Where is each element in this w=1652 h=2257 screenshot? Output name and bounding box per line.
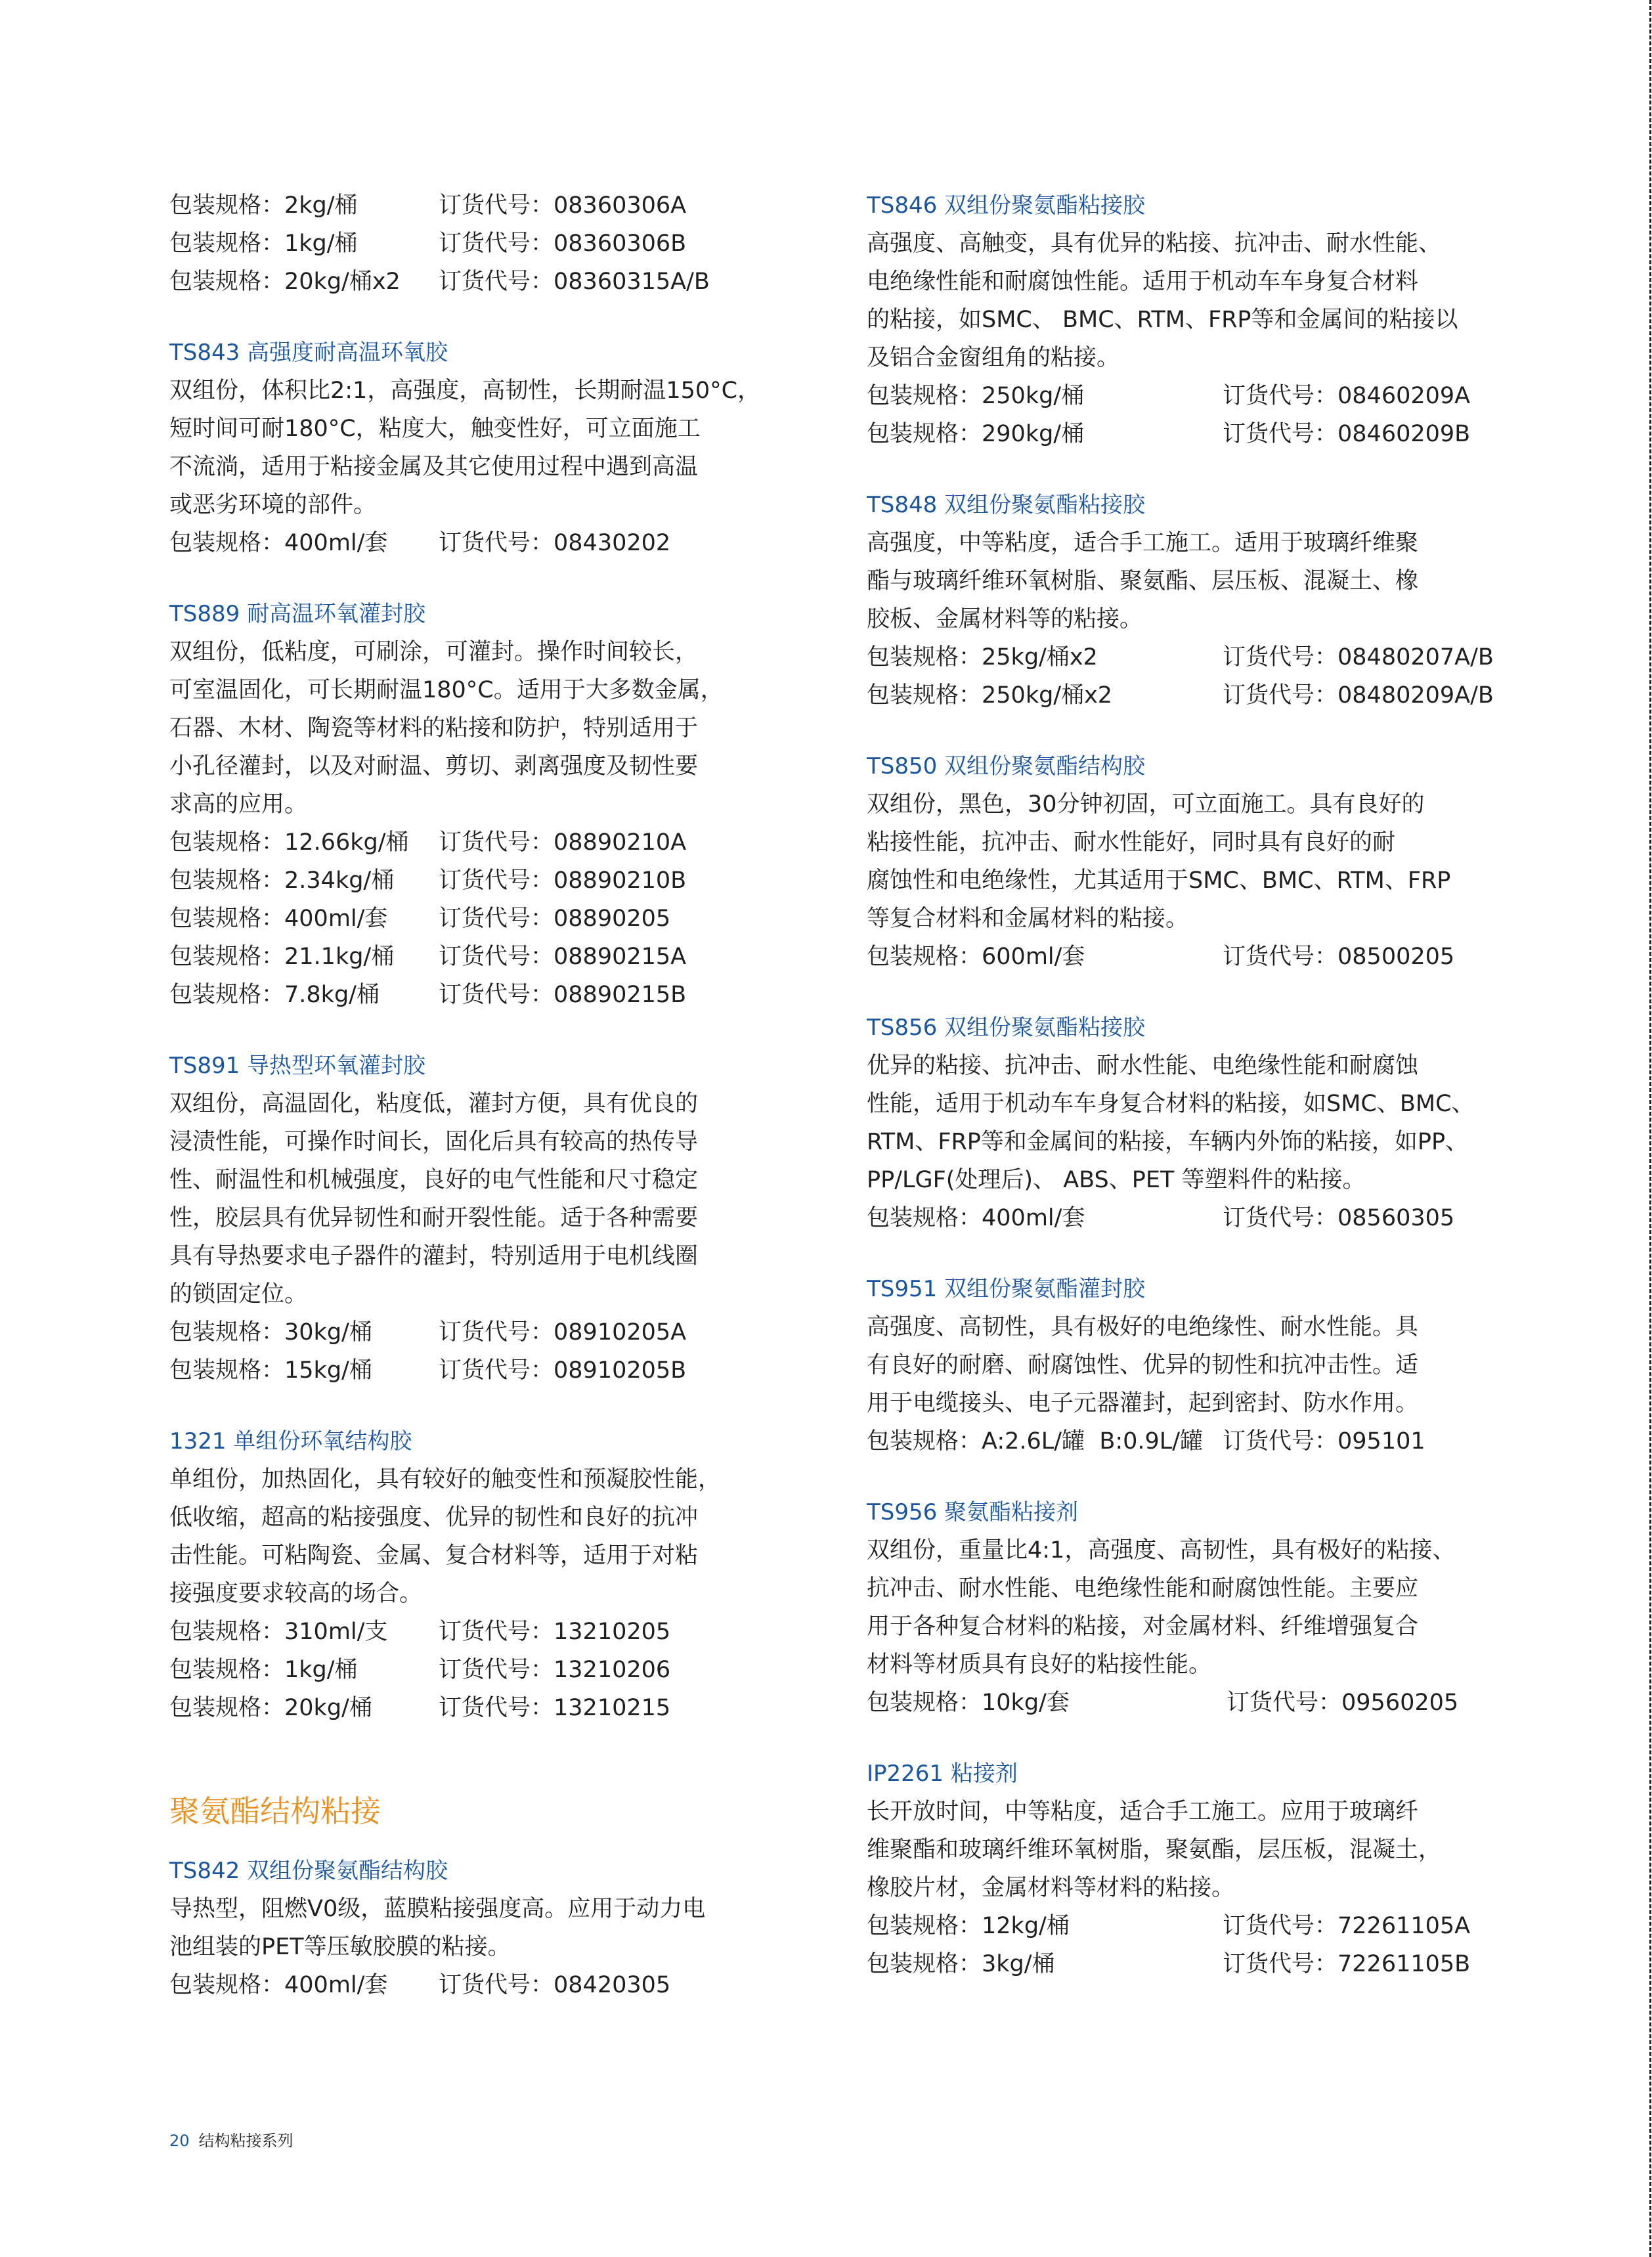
code-label: 订货代号： xyxy=(439,1657,554,1683)
spec-row xyxy=(169,225,687,263)
code-label: 订货代号： xyxy=(1223,1913,1338,1939)
code-label: 订货代号： xyxy=(1223,644,1338,670)
code-value: 08910205B xyxy=(554,1357,687,1384)
code-value: 095101 xyxy=(1337,1428,1425,1455)
spec-value: 400ml/套 xyxy=(284,1972,388,1998)
spec-value: 10kg/套 xyxy=(982,1690,1070,1716)
product-desc-line: 用于各种复合材料的粘接，对金属材料、纤维增强复合 xyxy=(867,1613,1419,1640)
code-label: 订货代号： xyxy=(439,192,554,219)
code-label: 订货代号： xyxy=(1223,682,1338,709)
product-desc-line: 可室温固化，可长期耐温180°C。适用于大多数金属， xyxy=(169,677,724,703)
spec-value: 400ml/套 xyxy=(284,906,388,932)
spec-value: 21.1kg/桶 xyxy=(284,944,395,970)
spec-row xyxy=(867,638,1494,676)
spec-value: 250kg/桶 xyxy=(982,383,1085,409)
spec-row xyxy=(867,1422,1425,1460)
product-desc-line: 及铝合金窗组角的粘接。 xyxy=(867,345,1120,371)
code-value: 08360315A/B xyxy=(554,269,710,295)
product-desc-line: 浸渍性能，可操作时间长，固化后具有较高的热传导 xyxy=(169,1129,699,1155)
spec-row xyxy=(169,900,671,938)
spec-value: 20kg/桶x2 xyxy=(284,269,401,295)
code-value: 08560305 xyxy=(1337,1205,1455,1231)
product-desc-line: 抗冲击、耐水性能、电绝缘性能和耐腐蚀性能。主要应 xyxy=(867,1575,1419,1602)
product-desc-line: 有良好的耐磨、耐腐蚀性、优异的韧性和抗冲击性。适 xyxy=(867,1352,1419,1378)
product-desc-line: 双组份，高温固化，粘度低，灌封方便，具有优良的 xyxy=(169,1091,699,1117)
spec-label: 包装规格： xyxy=(169,1972,285,1998)
section-title: 聚氨酯结构粘接 xyxy=(169,1793,381,1829)
spec-value: 12kg/桶 xyxy=(982,1913,1070,1939)
product-desc-line: 的粘接，如SMC、 BMC、RTM、FRP等和金属间的粘接以 xyxy=(867,307,1458,333)
product-desc-line: PP/LGF(处理后)、 ABS、PET 等塑料件的粘接。 xyxy=(867,1167,1366,1193)
spec-value: 20kg/桶 xyxy=(284,1695,372,1721)
spec-value: 2kg/桶 xyxy=(284,192,358,219)
spec-row xyxy=(867,1199,1455,1237)
code-value: 09560205 xyxy=(1341,1690,1459,1716)
spec-row xyxy=(169,1966,671,2004)
code-label: 订货代号： xyxy=(1223,1428,1338,1455)
product-desc-line: 或恶劣环境的部件。 xyxy=(169,492,377,518)
code-value: 08890215A xyxy=(554,944,687,970)
code-value: 08460209B xyxy=(1337,421,1471,447)
code-label: 订货代号： xyxy=(439,530,554,556)
product-desc-line: 材料等材质具有良好的粘接性能。 xyxy=(867,1652,1212,1678)
product-desc-line: 的锁固定位。 xyxy=(169,1281,308,1307)
code-label: 订货代号： xyxy=(439,1319,554,1346)
code-value: 08360306A xyxy=(554,192,687,219)
spec-label: 包装规格： xyxy=(867,1205,982,1231)
spec-value: 15kg/桶 xyxy=(284,1357,372,1384)
code-label: 订货代号： xyxy=(439,1695,554,1721)
code-value: 13210206 xyxy=(554,1657,671,1683)
code-label: 订货代号： xyxy=(439,829,554,856)
spec-value: 1kg/桶 xyxy=(284,1657,358,1683)
code-value: 08460209A xyxy=(1337,383,1471,409)
product-desc-line: 击性能。可粘陶瓷、金属、复合材料等，适用于对粘 xyxy=(169,1543,699,1569)
spec-value: 2.34kg/桶 xyxy=(284,867,395,894)
code-value: 72261105B xyxy=(1337,1951,1471,1977)
spec-value: 250kg/桶x2 xyxy=(982,682,1113,709)
spec-row xyxy=(169,263,710,301)
product-desc-line: 酯与玻璃纤维环氧树脂、聚氨酯、层压板、混凝土、橡 xyxy=(867,568,1419,594)
spec-label: 包装规格： xyxy=(867,682,982,709)
code-label: 订货代号： xyxy=(439,269,554,295)
spec-value: 400ml/套 xyxy=(284,530,388,556)
spec-row xyxy=(169,1313,687,1351)
spec-row xyxy=(867,1945,1471,1983)
product-desc-line: 性、耐温性和机械强度，良好的电气性能和尺寸稳定 xyxy=(169,1167,699,1193)
spec-label: 包装规格： xyxy=(169,1695,285,1721)
spec-row xyxy=(867,1907,1471,1945)
spec-label: 包装规格： xyxy=(867,644,982,670)
spec-label: 包装规格： xyxy=(867,1428,982,1455)
product-title: TS856 双组份聚氨酯粘接胶 xyxy=(867,1015,1146,1041)
code-label: 订货代号： xyxy=(439,1357,554,1384)
code-label: 订货代号： xyxy=(1223,383,1338,409)
product-desc-line: 维聚酯和玻璃纤维环氧树脂，聚氨酯，层压板，混凝土， xyxy=(867,1837,1442,1863)
code-value: 08890210B xyxy=(554,867,687,894)
product-desc-line: 接强度要求较高的场合。 xyxy=(169,1581,423,1607)
product-desc-line: 高强度、高触变，具有优异的粘接、抗冲击、耐水性能、 xyxy=(867,230,1442,257)
product-desc-line: 池组装的PET等压敏胶膜的粘接。 xyxy=(169,1934,511,1960)
product-desc-line: 小孔径灌封，以及对耐温、剪切、剥离强度及韧性要 xyxy=(169,753,699,779)
code-value: 72261105A xyxy=(1337,1913,1471,1939)
spec-label: 包装规格： xyxy=(169,829,285,856)
spec-value: 1kg/桶 xyxy=(284,230,358,257)
code-value: 08360306B xyxy=(554,230,687,257)
product-desc-line: 胶板、金属材料等的粘接。 xyxy=(867,606,1143,632)
spec-label: 包装规格： xyxy=(169,1657,285,1683)
series-name: 结构粘接系列 xyxy=(198,2132,293,2150)
product-desc-line: 性，胶层具有优异韧性和耐开裂性能。适于各种需要 xyxy=(169,1205,699,1231)
code-label: 订货代号： xyxy=(439,867,554,894)
page-footer xyxy=(169,2128,293,2154)
code-value: 08890205 xyxy=(554,906,671,932)
code-label: 订货代号： xyxy=(439,944,554,970)
product-desc-line: 短时间可耐180°C，粘度大，触变性好，可立面施工 xyxy=(169,416,701,442)
spec-label: 包装规格： xyxy=(867,1913,982,1939)
spec-label: 包装规格： xyxy=(169,1319,285,1346)
spec-value: 12.66kg/桶 xyxy=(284,829,409,856)
code-value: 13210205 xyxy=(554,1619,671,1645)
product-desc-line: 双组份，低粘度，可刷涂，可灌封。操作时间较长， xyxy=(169,639,699,665)
product-title: TS956 聚氨酯粘接剂 xyxy=(867,1499,1079,1525)
spec-row xyxy=(867,676,1494,714)
product-title: TS891 导热型环氧灌封胶 xyxy=(169,1053,426,1079)
page-number: 20 xyxy=(169,2132,190,2150)
product-title: TS848 双组份聚氨酯粘接胶 xyxy=(867,492,1146,518)
spec-label: 包装规格： xyxy=(169,944,285,970)
product-title: 1321 单组份环氧结构胶 xyxy=(169,1428,412,1455)
spec-row xyxy=(169,1651,671,1689)
product-desc-line: 低收缩，超高的粘接强度、优异的韧性和良好的抗冲 xyxy=(169,1504,699,1531)
product-title: IP2261 粘接剂 xyxy=(867,1761,1018,1787)
product-desc-line: 粘接性能，抗冲击、耐水性能好，同时具有良好的耐 xyxy=(867,829,1396,856)
spec-row xyxy=(867,938,1455,976)
product-desc-line: 求高的应用。 xyxy=(169,791,308,818)
product-desc-line: 双组份，体积比2:1，高强度，高韧性，长期耐温150°C， xyxy=(169,378,761,404)
code-value: 13210215 xyxy=(554,1695,671,1721)
spec-value: 3kg/桶 xyxy=(982,1951,1055,1977)
product-desc-line: 性能，适用于机动车车身复合材料的粘接，如SMC、BMC、 xyxy=(867,1091,1475,1117)
spec-label: 包装规格： xyxy=(169,192,285,219)
product-desc-line: 具有导热要求电子器件的灌封，特别适用于电机线圈 xyxy=(169,1243,699,1269)
spec-value: 7.8kg/桶 xyxy=(284,982,380,1008)
spec-label: 包装规格： xyxy=(867,421,982,447)
spec-value: 600ml/套 xyxy=(982,944,1085,970)
product-title: TS850 双组份聚氨酯结构胶 xyxy=(867,753,1146,779)
code-label: 订货代号： xyxy=(1223,1205,1338,1231)
product-title: TS951 双组份聚氨酯灌封胶 xyxy=(867,1276,1146,1302)
code-label: 订货代号： xyxy=(1223,944,1338,970)
code-label: 订货代号： xyxy=(1227,1690,1342,1716)
spec-label: 包装规格： xyxy=(867,1951,982,1977)
code-value: 08500205 xyxy=(1337,944,1455,970)
spec-row xyxy=(169,1689,671,1727)
spec-label: 包装规格： xyxy=(169,867,285,894)
spec-value: 25kg/桶x2 xyxy=(982,644,1098,670)
code-value: 08890210A xyxy=(554,829,687,856)
spec-row xyxy=(867,415,1471,453)
spec-value: 310ml/支 xyxy=(284,1619,388,1645)
product-desc-line: RTM、FRP等和金属间的粘接，车辆内外饰的粘接，如PP、 xyxy=(867,1129,1469,1155)
product-title: TS846 双组份聚氨酯粘接胶 xyxy=(867,192,1146,219)
spec-label: 包装规格： xyxy=(169,906,285,932)
code-value: 08480209A/B xyxy=(1337,682,1494,709)
code-label: 订货代号： xyxy=(439,982,554,1008)
code-label: 订货代号： xyxy=(1223,421,1338,447)
code-label: 订货代号： xyxy=(439,230,554,257)
product-desc-line: 高强度、高韧性，具有极好的电绝缘性、耐水性能。具 xyxy=(867,1314,1419,1340)
spec-value: A:2.6L/罐 B:0.9L/罐 xyxy=(982,1428,1204,1455)
spec-row xyxy=(169,823,687,862)
spec-row xyxy=(867,377,1471,415)
product-title: TS889 耐高温环氧灌封胶 xyxy=(169,601,426,627)
spec-row xyxy=(169,1613,671,1651)
spec-value: 30kg/桶 xyxy=(284,1319,372,1346)
product-desc-line: 优异的粘接、抗冲击、耐水性能、电绝缘性能和耐腐蚀 xyxy=(867,1053,1419,1079)
product-desc-line: 腐蚀性和电绝缘性，尤其适用于SMC、BMC、RTM、FRP xyxy=(867,867,1451,894)
product-desc-line: 电绝缘性能和耐腐蚀性能。适用于机动车车身复合材料 xyxy=(867,269,1419,295)
code-value: 08890215B xyxy=(554,982,687,1008)
product-desc-line: 石器、木材、陶瓷等材料的粘接和防护，特别适用于 xyxy=(169,715,699,741)
spec-label: 包装规格： xyxy=(867,383,982,409)
product-desc-line: 不流淌，适用于粘接金属及其它使用过程中遇到高温 xyxy=(169,454,699,480)
spec-row xyxy=(169,976,687,1014)
spec-label: 包装规格： xyxy=(169,982,285,1008)
product-desc-line: 单组份，加热固化，具有较好的触变性和预凝胶性能， xyxy=(169,1466,722,1493)
spec-label: 包装规格： xyxy=(867,944,982,970)
product-desc-line: 长开放时间，中等粘度，适合手工施工。应用于玻璃纤 xyxy=(867,1799,1419,1825)
spec-label: 包装规格： xyxy=(169,1357,285,1384)
product-desc-line: 双组份，重量比4:1，高强度、高韧性，具有极好的粘接、 xyxy=(867,1537,1456,1564)
code-label: 订货代号： xyxy=(439,906,554,932)
spec-row xyxy=(169,1351,687,1390)
spec-row xyxy=(169,524,671,562)
spec-label: 包装规格： xyxy=(169,230,285,257)
spec-row xyxy=(169,938,687,976)
page-edge-dashed-line xyxy=(1649,0,1651,2257)
product-title: TS843 高强度耐高温环氧胶 xyxy=(169,340,448,366)
code-label: 订货代号： xyxy=(439,1972,554,1998)
product-desc-line: 橡胶片材，金属材料等材料的粘接。 xyxy=(867,1875,1235,1901)
product-desc-line: 导热型，阻燃V0级，蓝膜粘接强度高。应用于动力电 xyxy=(169,1896,706,1922)
product-desc-line: 用于电缆接头、电子元器灌封，起到密封、防水作用。 xyxy=(867,1390,1419,1416)
code-value: 08430202 xyxy=(554,530,671,556)
spec-label: 包装规格： xyxy=(867,1690,982,1716)
spec-row xyxy=(867,1684,1459,1722)
code-value: 08480207A/B xyxy=(1337,644,1494,670)
code-label: 订货代号： xyxy=(1223,1951,1338,1977)
spec-label: 包装规格： xyxy=(169,269,285,295)
spec-row xyxy=(169,862,687,900)
spec-label: 包装规格： xyxy=(169,1619,285,1645)
product-title: TS842 双组份聚氨酯结构胶 xyxy=(169,1858,448,1884)
product-desc-line: 双组份，黑色，30分钟初固，可立面施工。具有良好的 xyxy=(867,791,1425,818)
product-desc-line: 等复合材料和金属材料的粘接。 xyxy=(867,906,1189,932)
spec-label: 包装规格： xyxy=(169,530,285,556)
spec-value: 290kg/桶 xyxy=(982,421,1085,447)
code-label: 订货代号： xyxy=(439,1619,554,1645)
code-value: 08420305 xyxy=(554,1972,671,1998)
spec-value: 400ml/套 xyxy=(982,1205,1085,1231)
spec-row xyxy=(169,186,687,225)
code-value: 08910205A xyxy=(554,1319,687,1346)
product-desc-line: 高强度，中等粘度，适合手工施工。适用于玻璃纤维聚 xyxy=(867,530,1419,556)
